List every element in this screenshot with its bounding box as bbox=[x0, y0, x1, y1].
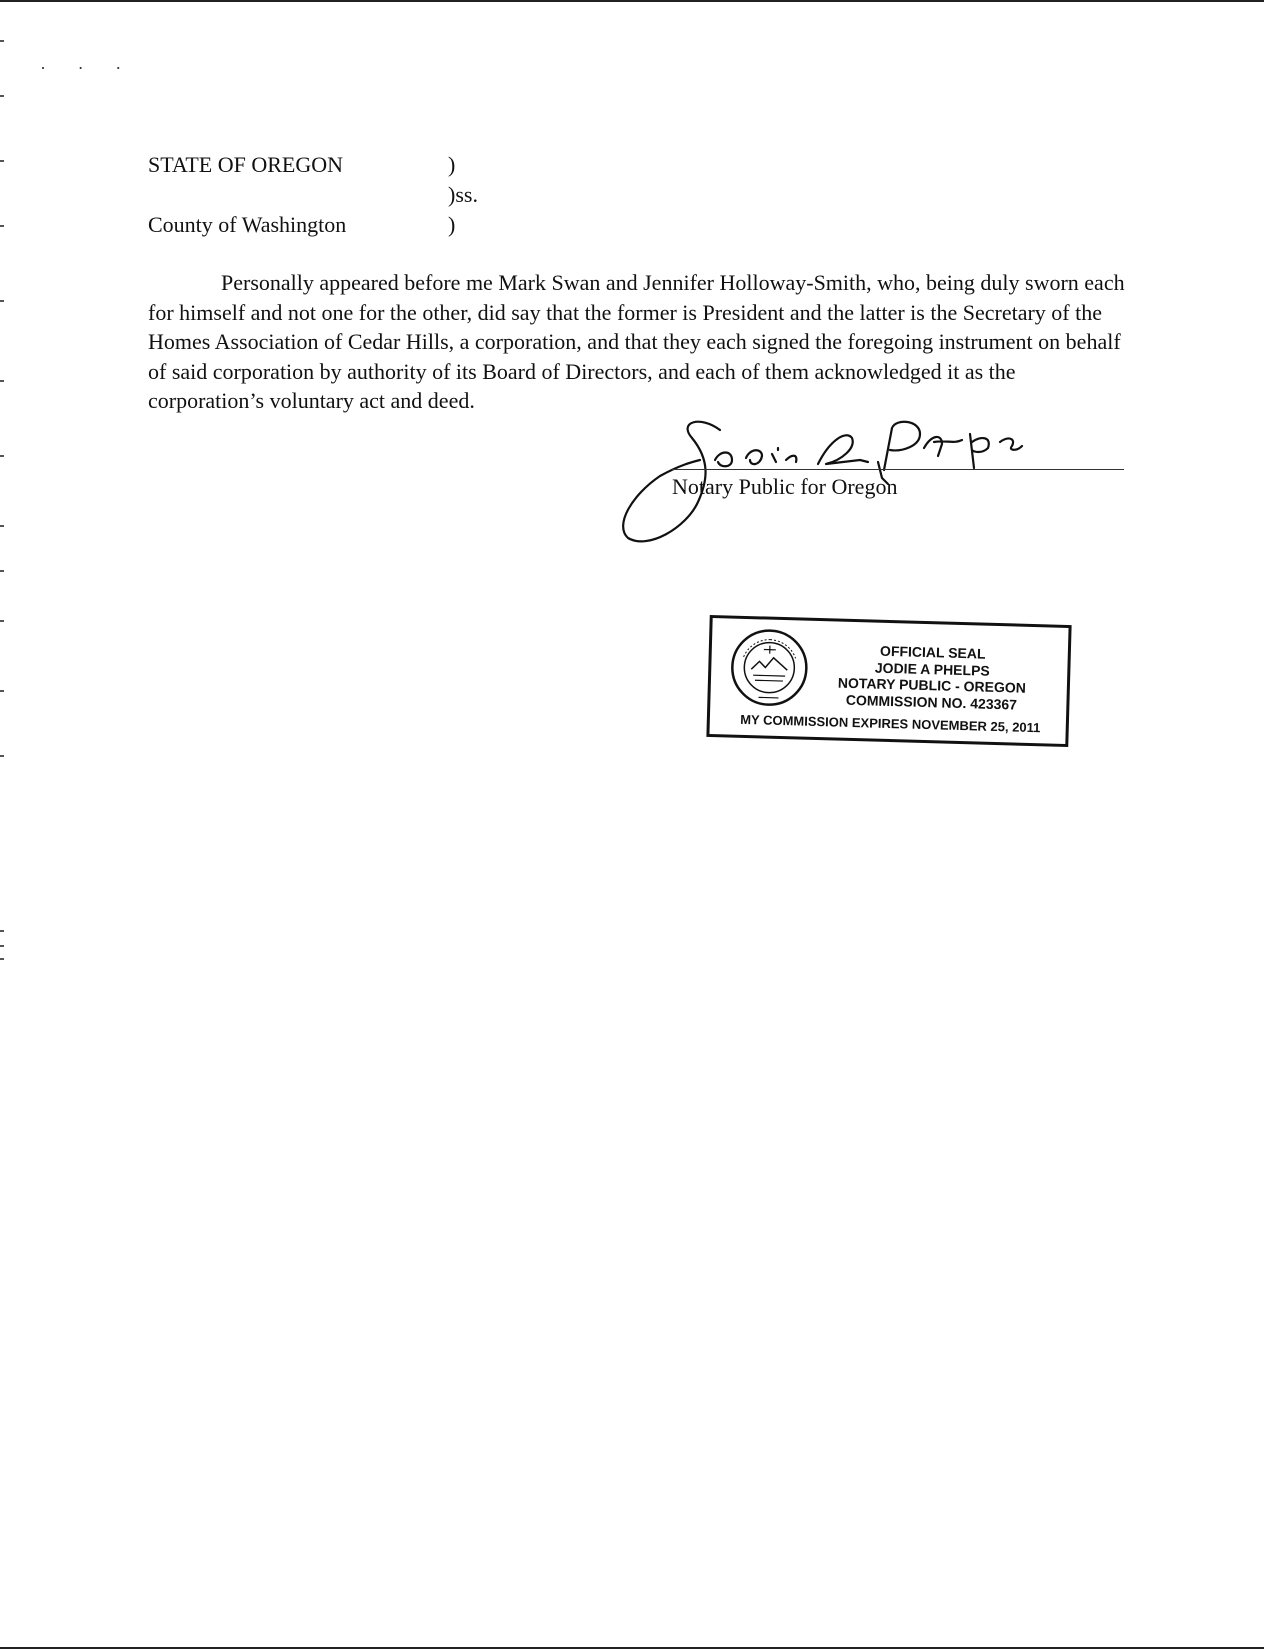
venue-state: STATE OF OREGON bbox=[148, 152, 344, 177]
oregon-state-seal-icon bbox=[728, 627, 810, 709]
acknowledgment-paragraph bbox=[148, 268, 1128, 416]
scan-top-edge bbox=[0, 0, 1264, 2]
seal-notary-title: NOTARY PUBLIC - OREGON bbox=[837, 674, 1027, 696]
seal-commission-expiry: MY COMMISSION EXPIRES NOVEMBER 25, 2011 bbox=[740, 711, 1041, 736]
seal-text-block bbox=[806, 641, 1058, 714]
notary-caption: Notary Public for Oregon bbox=[672, 474, 898, 499]
official-notary-seal bbox=[706, 615, 1071, 747]
venue-paren: ) bbox=[448, 152, 456, 177]
venue-county: County of Washington bbox=[148, 212, 347, 237]
seal-title: OFFICIAL SEAL bbox=[879, 642, 986, 662]
scan-bottom-edge bbox=[0, 1647, 1264, 1649]
seal-commission-number: COMMISSION NO. 423367 bbox=[845, 691, 1018, 713]
scan-left-margin-marks bbox=[0, 0, 6, 1651]
seal-notary-name: JODIE A PHELPS bbox=[874, 659, 990, 679]
acknowledgment-text: Personally appeared before me Mark Swan and Jennifer Holloway-Smith, who, being duly sworn each for himself and not one for the other, did say that the former is President and the latter is the Secretary of the Homes Association of Cedar Hills, a corporation, and that they each signed the foregoing instrument on behalf of said corporation by authority of its Board of Directors, and each of them acknowledged it as the corporation’s voluntary act and deed. bbox=[148, 270, 1125, 413]
venue-ss: )ss. bbox=[448, 182, 478, 207]
signature-line bbox=[672, 469, 1124, 470]
scan-noise-dots: · · · bbox=[40, 58, 136, 78]
venue-paren: ) bbox=[448, 212, 456, 237]
